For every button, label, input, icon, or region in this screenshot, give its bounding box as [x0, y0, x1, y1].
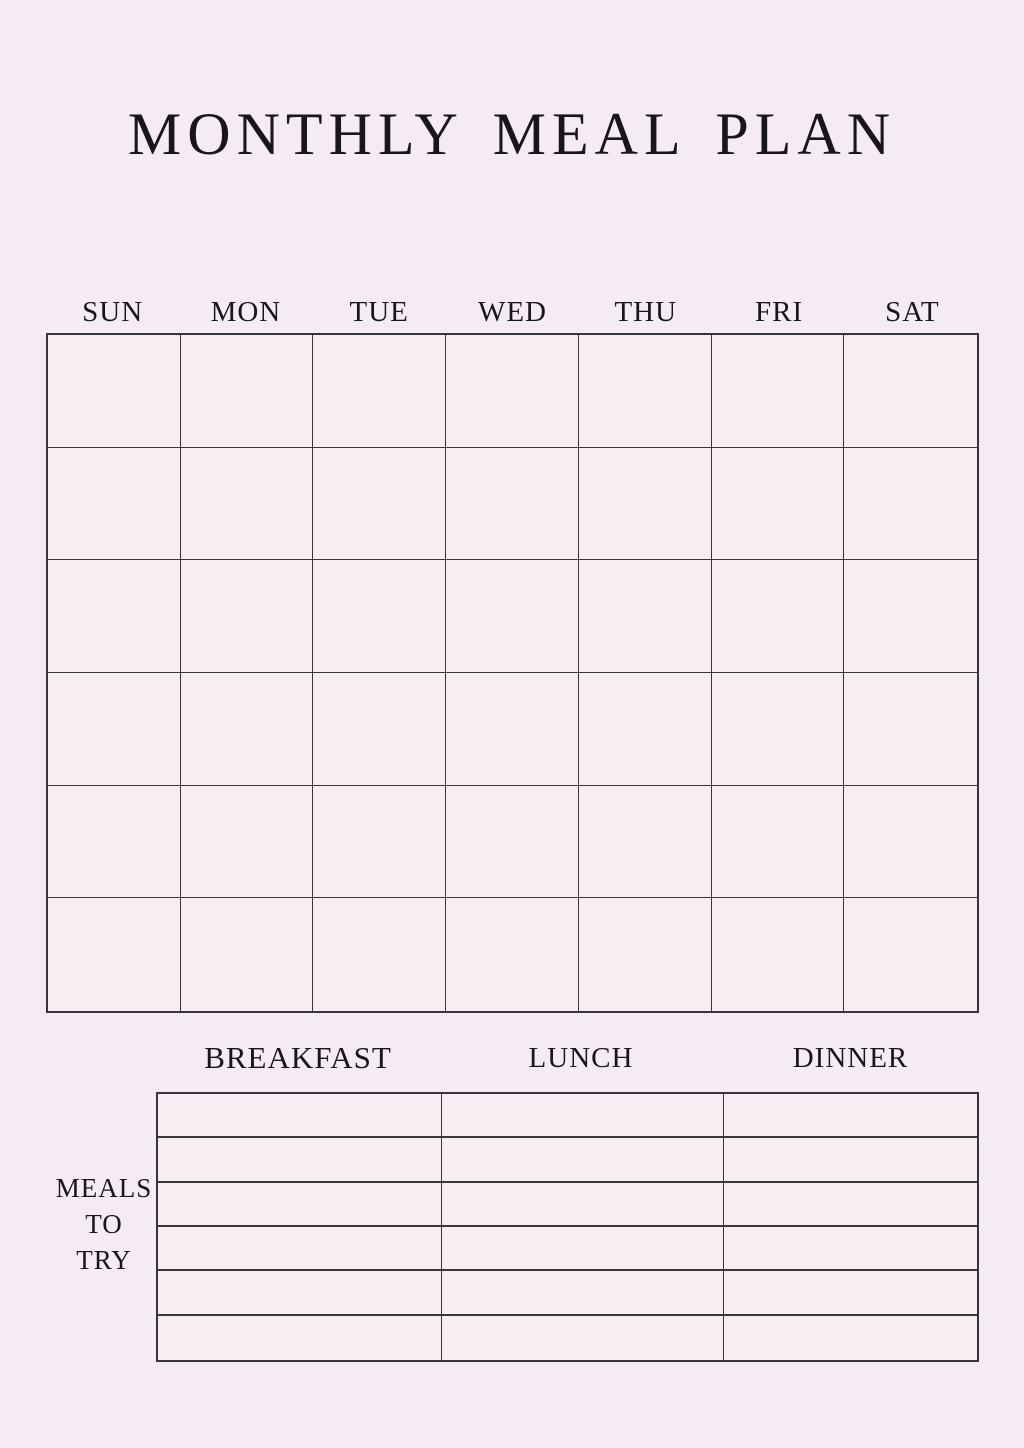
meal-entry-cell[interactable] [442, 1138, 724, 1182]
calendar-day-cell[interactable] [446, 448, 579, 561]
meal-header-dinner: DINNER [792, 1041, 909, 1074]
calendar-day-cell[interactable] [181, 786, 314, 899]
calendar-day-cell[interactable] [579, 448, 712, 561]
meal-entry-cell[interactable] [442, 1227, 724, 1271]
day-header-wed: WED [477, 296, 547, 328]
calendar-day-cell[interactable] [844, 898, 977, 1011]
calendar-day-cell[interactable] [844, 560, 977, 673]
calendar-day-cell[interactable] [579, 898, 712, 1011]
meals-to-try-line-2: TO [85, 1209, 123, 1239]
day-header-sat: SAT [885, 296, 940, 328]
calendar-day-cell[interactable] [712, 786, 845, 899]
calendar-day-cell[interactable] [446, 898, 579, 1011]
meals-to-try-line-3: TRY [76, 1245, 132, 1275]
calendar-day-cell[interactable] [181, 560, 314, 673]
calendar-day-cell[interactable] [181, 673, 314, 786]
calendar-day-cell[interactable] [579, 673, 712, 786]
calendar-day-cell[interactable] [712, 335, 845, 448]
meal-entry-cell[interactable] [724, 1094, 977, 1138]
calendar-day-cell[interactable] [48, 448, 181, 561]
calendar-day-cell[interactable] [844, 673, 977, 786]
meal-column-headers [156, 1040, 979, 1076]
meal-entry-cell[interactable] [724, 1316, 977, 1360]
meal-entry-cell[interactable] [158, 1138, 442, 1182]
calendar-day-cell[interactable] [579, 560, 712, 673]
day-header-sun: SUN [82, 296, 144, 328]
calendar-day-cell[interactable] [579, 335, 712, 448]
calendar-day-cell[interactable] [712, 560, 845, 673]
calendar-day-cell[interactable] [844, 786, 977, 899]
meal-entry-cell[interactable] [724, 1271, 977, 1315]
meal-entry-cell[interactable] [158, 1316, 442, 1360]
calendar-grid [46, 333, 979, 1013]
calendar-day-cell[interactable] [446, 335, 579, 448]
calendar-day-cell[interactable] [181, 335, 314, 448]
calendar-day-cell[interactable] [313, 786, 446, 899]
calendar-day-cell[interactable] [712, 898, 845, 1011]
calendar-day-cell[interactable] [446, 673, 579, 786]
meal-header-lunch: LUNCH [528, 1041, 634, 1074]
calendar-day-cell[interactable] [313, 448, 446, 561]
calendar-day-cell[interactable] [48, 898, 181, 1011]
meals-to-try-line-1: MEALS [55, 1173, 153, 1203]
calendar-day-cell[interactable] [48, 786, 181, 899]
calendar-day-cell[interactable] [313, 560, 446, 673]
day-header-thu: THU [614, 296, 678, 328]
calendar-day-cell[interactable] [579, 786, 712, 899]
calendar-day-cell[interactable] [446, 786, 579, 899]
day-header-fri: FRI [754, 296, 804, 328]
meal-entry-cell[interactable] [724, 1227, 977, 1271]
page-title: MONTHLY MEAL PLAN [127, 101, 897, 167]
meal-entry-cell[interactable] [442, 1271, 724, 1315]
meal-entry-cell[interactable] [158, 1271, 442, 1315]
meal-entry-cell[interactable] [442, 1094, 724, 1138]
calendar-day-cell[interactable] [844, 448, 977, 561]
calendar-day-cell[interactable] [712, 448, 845, 561]
calendar-day-cell[interactable] [48, 560, 181, 673]
day-header-mon: MON [210, 296, 282, 328]
calendar-day-cell[interactable] [844, 335, 977, 448]
calendar-day-cell[interactable] [712, 673, 845, 786]
calendar-day-cell[interactable] [48, 335, 181, 448]
meal-entry-cell[interactable] [442, 1183, 724, 1227]
calendar-day-cell[interactable] [313, 673, 446, 786]
calendar-day-cell[interactable] [446, 560, 579, 673]
meal-header-breakfast: BREAKFAST [204, 1040, 392, 1075]
calendar-day-cell[interactable] [181, 898, 314, 1011]
meal-entry-cell[interactable] [442, 1316, 724, 1360]
calendar-day-cell[interactable] [313, 898, 446, 1011]
meal-entry-cell[interactable] [158, 1227, 442, 1271]
meal-entry-cell[interactable] [724, 1138, 977, 1182]
meals-to-try-label [44, 1170, 164, 1278]
meal-entry-cell[interactable] [724, 1183, 977, 1227]
calendar-day-cell[interactable] [48, 673, 181, 786]
meal-entry-cell[interactable] [158, 1094, 442, 1138]
day-header-tue: TUE [349, 296, 409, 328]
calendar-day-cell[interactable] [181, 448, 314, 561]
calendar-day-cell[interactable] [313, 335, 446, 448]
meals-to-try-table [156, 1092, 979, 1362]
calendar-day-headers [46, 294, 979, 330]
meal-entry-cell[interactable] [158, 1183, 442, 1227]
